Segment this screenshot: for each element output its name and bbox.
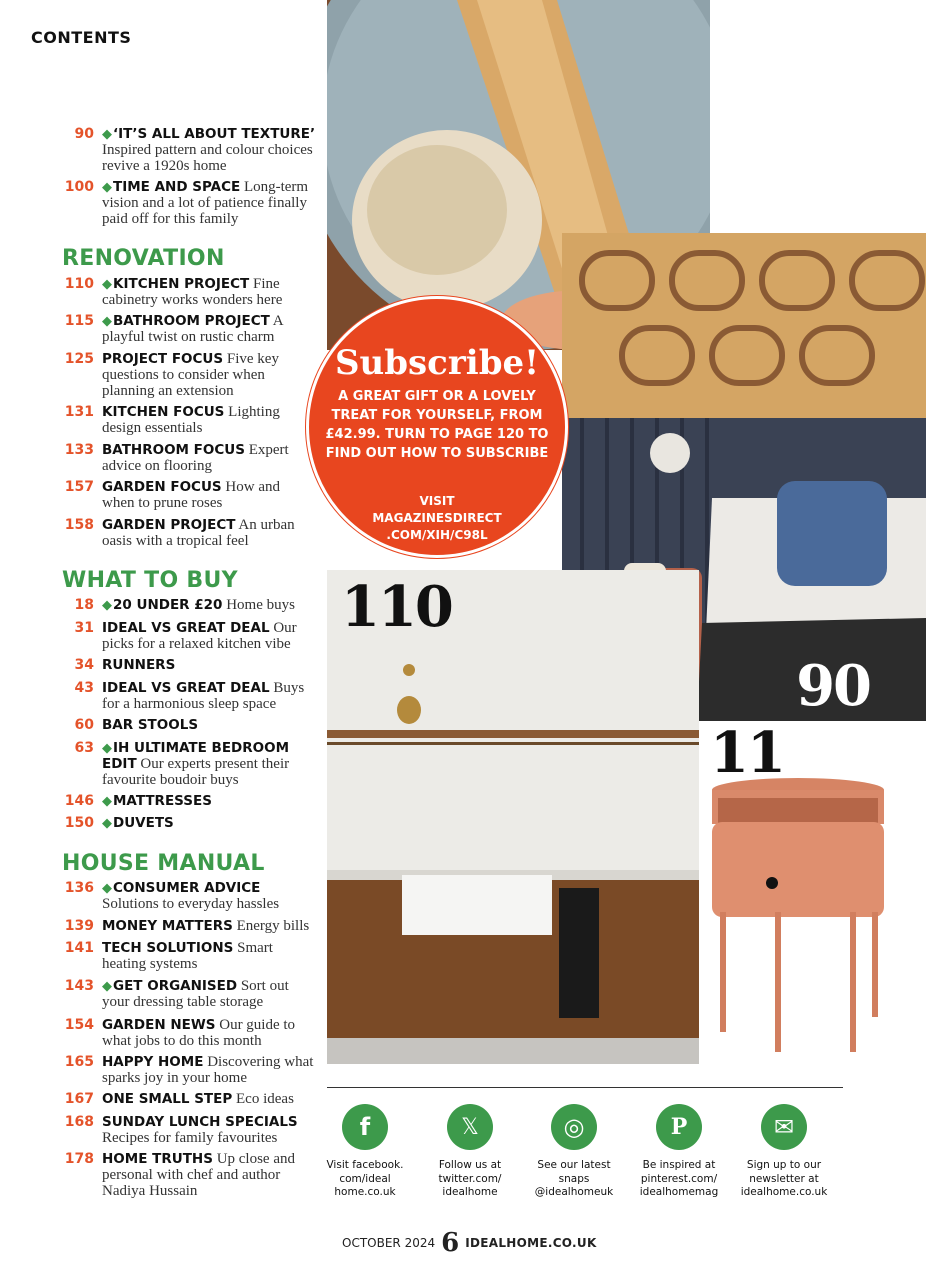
page-number: 131 [64,404,94,420]
entry-title: SUNDAY LUNCH SPECIALS [102,1114,298,1130]
social-label: Be inspired at pinterest.com/ idealhomemag [639,1159,719,1198]
page-footer [342,1228,597,1258]
entry-title: GARDEN NEWS [102,1017,216,1033]
star-feature-icon: ◆ [102,793,112,808]
entry-description: An urban oasis with a tropical feel [102,517,295,549]
entry-description: Our picks for a relaxed kitchen vibe [102,620,297,652]
social-label: Follow us at twitter.com/ idealhome [438,1159,502,1198]
social-instagram[interactable] [524,1104,624,1200]
entry-title: IDEAL VS GREAT DEAL [102,620,270,636]
page-number: 150 [64,815,94,831]
entry-title: BATHROOM FOCUS [102,442,245,458]
facebook-icon[interactable]: f [342,1104,388,1150]
divider [327,1087,843,1088]
entry-description: Five key questions to consider when planning an extension [102,351,279,399]
photo-page-number: 110 [341,574,452,640]
section-heading-what-to-buy: WHAT TO BUY [62,568,238,593]
entry-description: Buys for a harmonious sleep space [102,680,305,712]
entry-description: Solutions to everyday hassles [102,896,280,912]
entry-title: GET ORGANISED [113,978,238,994]
kitchen-illustration [327,570,699,1064]
star-feature-icon: ◆ [102,313,112,328]
page-number: 31 [74,620,94,636]
pinterest-icon[interactable]: P [656,1104,702,1150]
entry-title: IDEAL VS GREAT DEAL [102,680,270,696]
page-number: 168 [64,1114,94,1130]
star-feature-icon: ◆ [102,179,112,194]
subscribe-badge[interactable] [306,296,568,558]
entry-title: KITCHEN FOCUS [102,404,225,420]
page-number: 60 [74,717,94,733]
kitchen-photo[interactable] [327,570,699,1064]
page-number: 141 [64,940,94,956]
entry-title: HAPPY HOME [102,1054,204,1070]
entry-description: Up close and personal with chef and author Nadiya Hussain [102,1151,295,1199]
subscribe-link[interactable]: VISIT MAGAZINESDIRECT .COM/XIH/C98L [372,494,502,542]
social-twitter[interactable] [420,1104,520,1200]
subscribe-title: Subscribe! [334,343,540,383]
entry-description: Lighting design essentials [102,404,280,436]
entry-description: Smart heating systems [102,940,273,972]
website-link[interactable]: IDEALHOME.CO.UK [465,1236,597,1250]
x-twitter-icon[interactable]: 𝕏 [447,1104,493,1150]
page-number: 100 [64,179,94,195]
entry-title: BAR STOOLS [102,717,199,733]
entry-title: GARDEN FOCUS [102,479,222,495]
subscribe-text: A GREAT GIFT OR A LOVELY TREAT FOR YOURSELF, FROM £42.99. TURN TO PAGE 120 TO FIND OUT HOW TO SUBSCRIBE [325,389,549,461]
page-number: 34 [74,657,94,673]
entry-title: CONSUMER ADVICE [113,880,261,896]
entry-title: IH ULTIMATE BEDROOM EDIT [102,740,290,772]
page-number: 139 [64,918,94,934]
entry-title: ONE SMALL STEP [102,1091,233,1107]
social-label: Visit facebook. com/ideal home.co.uk [326,1159,404,1198]
instagram-icon[interactable]: ◎ [551,1104,597,1150]
entry-description: Inspired pattern and colour choices revive a 1920s home [102,142,313,174]
star-feature-icon: ◆ [102,978,112,993]
page-number: 115 [64,313,94,329]
page-number: 146 [64,793,94,809]
star-feature-icon: ◆ [102,597,112,612]
page-number: 43 [74,680,94,696]
entry-title: GARDEN PROJECT [102,517,236,533]
page-number: 133 [64,442,94,458]
social-label: Sign up to our newsletter at idealhome.co.uk [740,1159,828,1198]
entry-title: HOME TRUTHS [102,1151,213,1167]
entry-description: Eco ideas [236,1091,294,1107]
entry-title: MATTRESSES [113,793,212,809]
entry-description: Recipes for family favourites [102,1130,278,1146]
page-number: 167 [64,1091,94,1107]
section-heading-renovation: RENOVATION [62,246,225,271]
star-feature-icon: ◆ [102,276,112,291]
entry-description: Our guide to what jobs to do this month [102,1017,296,1049]
page-number: 165 [64,1054,94,1070]
entry-description: Long-term vision and a lot of patience finally paid off for this family [102,179,309,227]
entry-description: Sort out your dressing table storage [102,978,289,1010]
social-facebook[interactable] [315,1104,415,1200]
entry-description: Home buys [226,597,295,613]
entry-description: Expert advice on flooring [102,442,289,474]
bedside-table-photo[interactable] [700,722,900,1062]
entry-title: ‘IT’S ALL ABOUT TEXTURE’ [113,126,316,142]
page-number: 157 [64,479,94,495]
entry-description: Our experts present their favourite boudoir buys [102,756,290,788]
entry-title: DUVETS [113,815,174,831]
entry-title: MONEY MATTERS [102,918,233,934]
section-heading-house-manual: HOUSE MANUAL [62,851,265,876]
contents-heading: CONTENTS [31,28,132,47]
social-newsletter[interactable] [734,1104,834,1200]
social-label: See our latest snaps @idealhomeuk [534,1159,614,1198]
entry-title: TIME AND SPACE [113,179,241,195]
entry-title: TECH SOLUTIONS [102,940,234,956]
page-number: 63 [74,740,94,756]
page-number: 110 [64,276,94,292]
newsletter-icon[interactable]: ✉ [761,1104,807,1150]
page-number: 154 [64,1017,94,1033]
entry-title: RUNNERS [102,657,176,673]
entry-description: A playful twist on rustic charm [102,313,283,345]
star-feature-icon: ◆ [102,126,112,141]
social-pinterest[interactable] [629,1104,729,1200]
entry-title: PROJECT FOCUS [102,351,224,367]
photo-page-number: 11 [710,722,784,786]
photo-page-number: 90 [796,653,870,719]
entry-description: Energy bills [236,918,310,934]
entry-title: BATHROOM PROJECT [113,313,270,329]
entry-title: 20 UNDER £20 [113,597,223,613]
star-feature-icon: ◆ [102,740,112,755]
page-number: 178 [64,1151,94,1167]
issue-date: OCTOBER 2024 [342,1236,436,1250]
entry-title: KITCHEN PROJECT [113,276,250,292]
page-number: 125 [64,351,94,367]
star-feature-icon: ◆ [102,815,112,830]
page-number: 143 [64,978,94,994]
page-number: 158 [64,517,94,533]
page-number: 136 [64,880,94,896]
entry-description: Fine cabinetry works wonders here [102,276,283,308]
entry-description: Discovering what sparks joy in your home [102,1054,314,1086]
star-feature-icon: ◆ [102,880,112,895]
page-number-footer: 6 [441,1228,460,1258]
page-number: 18 [74,597,94,613]
entry-description: How and when to prune roses [102,479,280,511]
page-number: 90 [74,126,94,142]
